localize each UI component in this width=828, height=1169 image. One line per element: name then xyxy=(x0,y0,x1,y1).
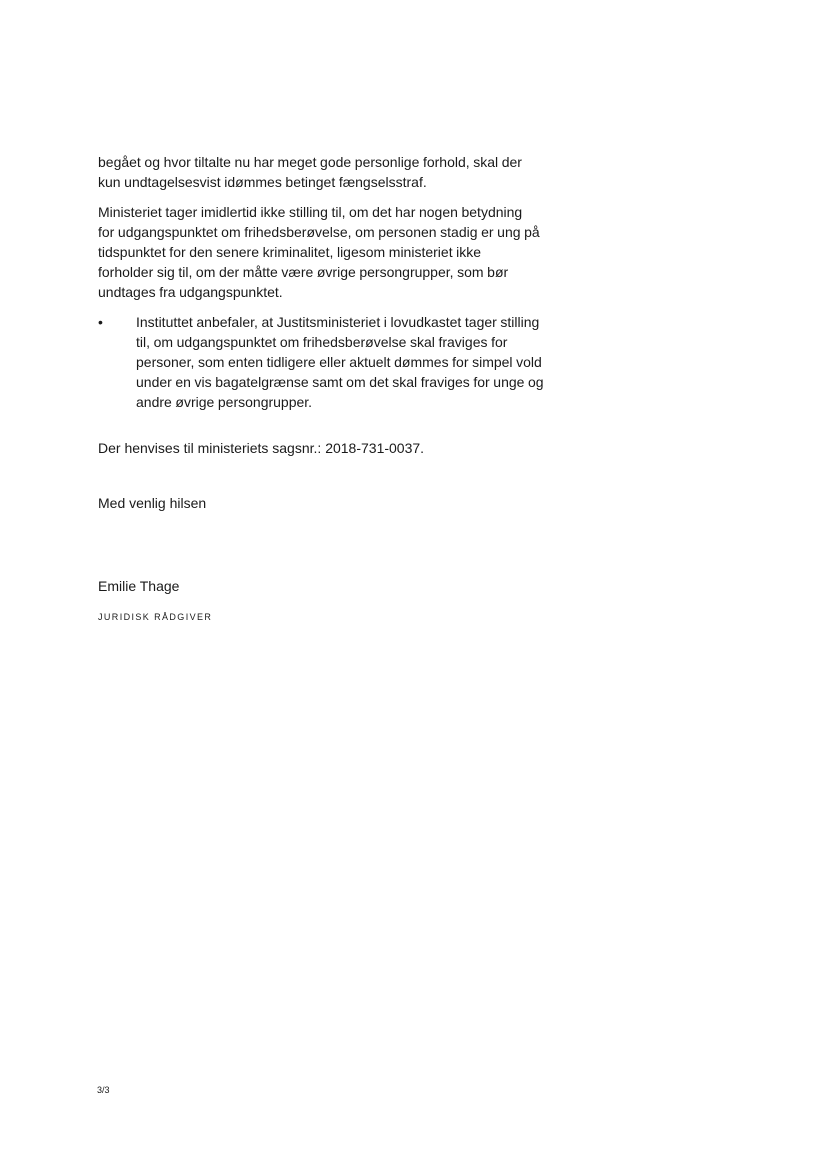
signer-title: JURIDISK RÅDGIVER xyxy=(98,612,213,622)
recommendation-list xyxy=(98,312,578,412)
paragraph: Ministeriet tager imidlertid ikke stilling til, om det har nogen betydning for udgangspunktet om frihedsberøvelse, om personen stadig er ung på tidspunktet for den senere kriminalitet, ligesom ministeriet ikke forholder sig til, om der måtte være øvrige persongrupper, som bør undtages fra udgangspunktet. xyxy=(98,204,540,300)
body-content xyxy=(98,152,578,412)
case-reference: Der henvises til ministeriets sagsnr.: 2018-731-0037. xyxy=(98,440,425,456)
bullet-icon: • xyxy=(98,314,103,330)
page-number: 3/3 xyxy=(97,1085,110,1095)
list-item xyxy=(98,312,578,412)
paragraph: begået og hvor tiltalte nu har meget gode personlige forhold, skal der kun undtagelsesvist idømmes betinget fængselsstraf. xyxy=(98,154,522,190)
closing-salutation: Med venlig hilsen xyxy=(98,495,207,511)
list-item-text: Instituttet anbefaler, at Justitsministeriet i lovudkastet tager stilling til, om udgangspunktet om frihedsberøvelse skal fraviges for personer, som enten tidligere eller aktuelt dømmes for simpel vold under en vis bagatelgrænse samt om det skal fraviges for unge og andre øvrige persongrupper. xyxy=(136,314,544,410)
signer-name: Emilie Thage xyxy=(98,578,180,594)
